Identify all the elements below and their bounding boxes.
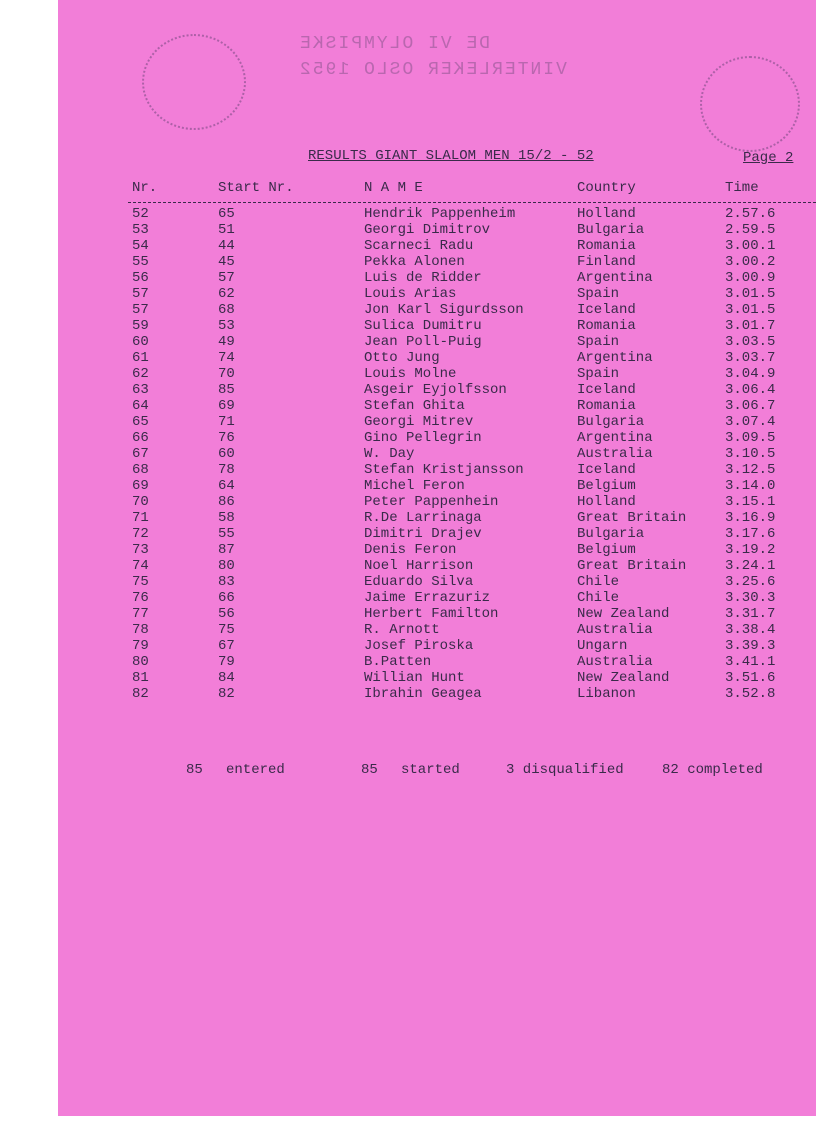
cell-name: Pekka Alonen (364, 254, 465, 270)
cell-nr: 74 (132, 558, 149, 574)
cell-nr: 61 (132, 350, 149, 366)
table-row (128, 318, 816, 334)
cell-start-nr: 58 (218, 510, 235, 526)
cell-name: Luis de Ridder (364, 270, 482, 286)
cell-start-nr: 51 (218, 222, 235, 238)
cell-nr: 53 (132, 222, 149, 238)
table-row (128, 270, 816, 286)
cell-country: Ungarn (577, 638, 628, 654)
cell-country: Great Britain (577, 558, 687, 574)
started-count: 85 (361, 762, 378, 778)
cell-start-nr: 74 (218, 350, 235, 366)
table-row (128, 366, 816, 382)
cell-time: 3.09.5 (725, 430, 776, 446)
table-row (128, 670, 816, 686)
cell-country: Holland (577, 494, 636, 510)
cell-name: Dimitri Drajev (364, 526, 482, 542)
cell-country: Argentina (577, 270, 653, 286)
cell-nr: 52 (132, 206, 149, 222)
document-sheet (58, 0, 816, 1116)
cell-country: Great Britain (577, 510, 687, 526)
table-row (128, 622, 816, 638)
cell-country: Australia (577, 446, 653, 462)
table-row (128, 606, 816, 622)
cell-country: Australia (577, 654, 653, 670)
cell-time: 3.38.4 (725, 622, 776, 638)
cell-nr: 63 (132, 382, 149, 398)
cell-start-nr: 79 (218, 654, 235, 670)
cell-time: 3.19.2 (725, 542, 776, 558)
cell-time: 3.39.3 (725, 638, 776, 654)
cell-time: 3.24.1 (725, 558, 776, 574)
cell-country: New Zealand (577, 670, 670, 686)
header-country: Country (577, 180, 636, 196)
cell-country: Libanon (577, 686, 636, 702)
header-nr: Nr. (132, 180, 158, 196)
cell-time: 3.52.8 (725, 686, 776, 702)
cell-name: Willian Hunt (364, 670, 465, 686)
cell-country: Spain (577, 366, 620, 382)
cell-country: Romania (577, 398, 636, 414)
cell-start-nr: 76 (218, 430, 235, 446)
cell-start-nr: 78 (218, 462, 235, 478)
cell-nr: 56 (132, 270, 149, 286)
results-table (128, 206, 816, 702)
table-row (128, 542, 816, 558)
cell-nr: 57 (132, 286, 149, 302)
cell-start-nr: 44 (218, 238, 235, 254)
cell-nr: 72 (132, 526, 149, 542)
cell-time: 2.59.5 (725, 222, 776, 238)
cell-time: 3.12.5 (725, 462, 776, 478)
cell-start-nr: 60 (218, 446, 235, 462)
cell-name: Herbert Familton (364, 606, 499, 622)
cell-time: 3.14.0 (725, 478, 776, 494)
cell-country: Argentina (577, 350, 653, 366)
cell-time: 3.07.4 (725, 414, 776, 430)
table-row (128, 686, 816, 702)
stamp-left-seal (142, 34, 246, 130)
cell-nr: 59 (132, 318, 149, 334)
cell-start-nr: 69 (218, 398, 235, 414)
cell-name: Peter Pappenhein (364, 494, 499, 510)
cell-country: Australia (577, 622, 653, 638)
cell-start-nr: 70 (218, 366, 235, 382)
table-row (128, 590, 816, 606)
cell-nr: 81 (132, 670, 149, 686)
page-title: RESULTS GIANT SLALOM MEN 15/2 - 52 (308, 148, 594, 164)
table-row (128, 302, 816, 318)
cell-time: 3.03.7 (725, 350, 776, 366)
cell-nr: 70 (132, 494, 149, 510)
table-row (128, 350, 816, 366)
table-row (128, 558, 816, 574)
cell-nr: 65 (132, 414, 149, 430)
cell-start-nr: 49 (218, 334, 235, 350)
cell-country: Romania (577, 238, 636, 254)
cell-name: Otto Jung (364, 350, 440, 366)
table-row (128, 398, 816, 414)
cell-name: Ibrahin Geagea (364, 686, 482, 702)
cell-time: 3.31.7 (725, 606, 776, 622)
cell-time: 3.01.7 (725, 318, 776, 334)
disqualified-text: 3 disqualified (506, 762, 624, 778)
cell-name: Eduardo Silva (364, 574, 474, 590)
cell-time: 3.16.9 (725, 510, 776, 526)
cell-country: Finland (577, 254, 636, 270)
cell-country: Spain (577, 286, 620, 302)
cell-country: Iceland (577, 462, 636, 478)
table-row (128, 286, 816, 302)
cell-start-nr: 75 (218, 622, 235, 638)
started-label: started (401, 762, 460, 778)
table-row (128, 494, 816, 510)
cell-start-nr: 62 (218, 286, 235, 302)
cell-name: Jon Karl Sigurdsson (364, 302, 524, 318)
cell-nr: 62 (132, 366, 149, 382)
cell-name: Georgi Mitrev (364, 414, 474, 430)
cell-start-nr: 55 (218, 526, 235, 542)
cell-country: Belgium (577, 542, 636, 558)
cell-country: Iceland (577, 302, 636, 318)
cell-time: 3.10.5 (725, 446, 776, 462)
cell-name: Sulica Dumitru (364, 318, 482, 334)
cell-country: Iceland (577, 382, 636, 398)
cell-nr: 60 (132, 334, 149, 350)
cell-time: 3.06.7 (725, 398, 776, 414)
cell-name: Gino Pellegrin (364, 430, 482, 446)
cell-country: New Zealand (577, 606, 670, 622)
table-row (128, 654, 816, 670)
cell-nr: 76 (132, 590, 149, 606)
cell-nr: 80 (132, 654, 149, 670)
cell-time: 3.30.3 (725, 590, 776, 606)
cell-nr: 73 (132, 542, 149, 558)
cell-name: W. Day (364, 446, 415, 462)
cell-country: Spain (577, 334, 620, 350)
cell-start-nr: 86 (218, 494, 235, 510)
cell-nr: 54 (132, 238, 149, 254)
entered-label: entered (226, 762, 285, 778)
cell-country: Bulgaria (577, 414, 645, 430)
cell-start-nr: 85 (218, 382, 235, 398)
stamp-right-seal (700, 56, 800, 152)
cell-name: Louis Arias (364, 286, 457, 302)
cell-country: Romania (577, 318, 636, 334)
table-row (128, 638, 816, 654)
table-row (128, 446, 816, 462)
cell-nr: 82 (132, 686, 149, 702)
letterhead-bleed-through-2: VINTERLEKER OSLO 1952 (298, 60, 567, 80)
cell-time: 3.06.4 (725, 382, 776, 398)
cell-name: Noel Harrison (364, 558, 474, 574)
cell-start-nr: 65 (218, 206, 235, 222)
cell-time: 3.17.6 (725, 526, 776, 542)
cell-country: Belgium (577, 478, 636, 494)
table-row (128, 478, 816, 494)
cell-time: 2.57.6 (725, 206, 776, 222)
cell-name: B.Patten (364, 654, 432, 670)
cell-name: R. Arnott (364, 622, 440, 638)
completed-text: 82 completed (662, 762, 763, 778)
cell-country: Chile (577, 590, 620, 606)
cell-time: 3.01.5 (725, 302, 776, 318)
cell-start-nr: 71 (218, 414, 235, 430)
header-time: Time (725, 180, 759, 196)
cell-name: Louis Molne (364, 366, 457, 382)
header-start-nr: Start Nr. (218, 180, 294, 196)
table-row (128, 254, 816, 270)
table-row (128, 238, 816, 254)
cell-start-nr: 83 (218, 574, 235, 590)
table-row (128, 334, 816, 350)
cell-name: Hendrik Pappenheim (364, 206, 516, 222)
cell-nr: 66 (132, 430, 149, 446)
cell-name: Jaime Errazuriz (364, 590, 491, 606)
cell-name: Stefan Kristjansson (364, 462, 524, 478)
cell-time: 3.00.2 (725, 254, 776, 270)
cell-start-nr: 87 (218, 542, 235, 558)
cell-nr: 71 (132, 510, 149, 526)
page-number: Page 2 (743, 150, 794, 166)
cell-time: 3.41.1 (725, 654, 776, 670)
cell-name: Jean Poll-Puig (364, 334, 482, 350)
cell-start-nr: 68 (218, 302, 235, 318)
cell-name: Denis Feron (364, 542, 457, 558)
cell-start-nr: 53 (218, 318, 235, 334)
cell-start-nr: 45 (218, 254, 235, 270)
cell-name: Stefan Ghita (364, 398, 465, 414)
cell-nr: 77 (132, 606, 149, 622)
cell-nr: 55 (132, 254, 149, 270)
cell-start-nr: 82 (218, 686, 235, 702)
table-row (128, 206, 816, 222)
cell-nr: 64 (132, 398, 149, 414)
table-row (128, 510, 816, 526)
cell-country: Bulgaria (577, 526, 645, 542)
cell-name: Josef Piroska (364, 638, 474, 654)
table-row (128, 430, 816, 446)
table-row (128, 382, 816, 398)
cell-country: Bulgaria (577, 222, 645, 238)
letterhead-bleed-through: DE VI OLYMPISKE (298, 34, 491, 54)
cell-time: 3.01.5 (725, 286, 776, 302)
cell-name: R.De Larrinaga (364, 510, 482, 526)
cell-nr: 69 (132, 478, 149, 494)
cell-time: 3.25.6 (725, 574, 776, 590)
cell-start-nr: 64 (218, 478, 235, 494)
cell-time: 3.00.1 (725, 238, 776, 254)
entered-count: 85 (186, 762, 203, 778)
cell-time: 3.15.1 (725, 494, 776, 510)
table-row (128, 222, 816, 238)
cell-nr: 68 (132, 462, 149, 478)
table-row (128, 462, 816, 478)
cell-start-nr: 56 (218, 606, 235, 622)
cell-name: Michel Feron (364, 478, 465, 494)
cell-country: Holland (577, 206, 636, 222)
table-row (128, 574, 816, 590)
cell-country: Argentina (577, 430, 653, 446)
table-row (128, 414, 816, 430)
cell-nr: 75 (132, 574, 149, 590)
table-header (128, 180, 816, 203)
cell-time: 3.03.5 (725, 334, 776, 350)
cell-nr: 79 (132, 638, 149, 654)
cell-nr: 67 (132, 446, 149, 462)
cell-nr: 57 (132, 302, 149, 318)
cell-time: 3.04.9 (725, 366, 776, 382)
cell-time: 3.51.6 (725, 670, 776, 686)
cell-time: 3.00.9 (725, 270, 776, 286)
cell-name: Georgi Dimitrov (364, 222, 491, 238)
cell-start-nr: 80 (218, 558, 235, 574)
cell-start-nr: 84 (218, 670, 235, 686)
cell-country: Chile (577, 574, 620, 590)
cell-start-nr: 57 (218, 270, 235, 286)
table-row (128, 526, 816, 542)
cell-start-nr: 67 (218, 638, 235, 654)
cell-nr: 78 (132, 622, 149, 638)
cell-start-nr: 66 (218, 590, 235, 606)
cell-name: Asgeir Eyjolfsson (364, 382, 507, 398)
header-name: N A M E (364, 180, 423, 196)
cell-name: Scarneci Radu (364, 238, 474, 254)
